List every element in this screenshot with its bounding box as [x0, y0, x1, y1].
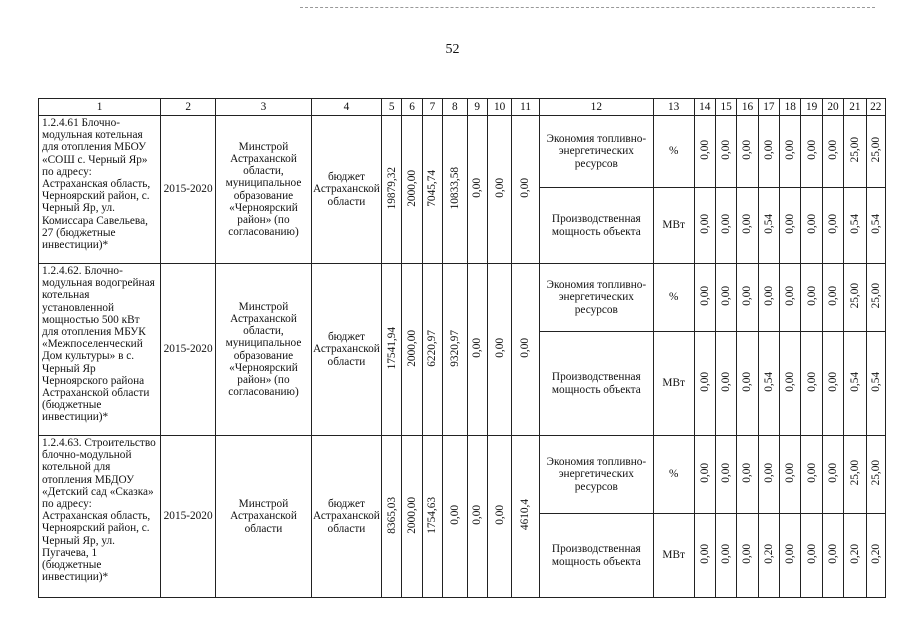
indicator-value: 0,00 [720, 140, 732, 160]
value-cell: 0,00 [493, 338, 506, 358]
indicator-value: 0,00 [784, 463, 797, 483]
indicator-value: 0,00 [784, 372, 797, 392]
indicator-value: 25,00 [869, 283, 882, 309]
indicator-value: 0,00 [805, 372, 818, 392]
indicator-value: 0,54 [848, 214, 861, 234]
measure-name: 1.2.4.63. Строительство блочно-модульной котельной для отопления МБДОУ «Детский сад «Сказка» по адресу: Астраханская область, Черноярский район, с. Черный Яр, ул. Пугачева, 1 (бюджетные инвестиции)* [39, 436, 161, 598]
period: 2015-2020 [161, 116, 216, 264]
funding-source: бюджет Астраханской области [311, 436, 381, 598]
indicator-value: 0,00 [698, 214, 711, 234]
indicator-value: 0,00 [698, 544, 711, 564]
col-header: 20 [822, 99, 843, 116]
indicator-value: 0,00 [720, 544, 732, 564]
value-cell: 2000,00 [405, 169, 418, 207]
col-header: 3 [216, 99, 312, 116]
value-cell: 19879,32 [385, 166, 398, 210]
col-header: 17 [758, 99, 779, 116]
value-cell: 0,00 [519, 178, 532, 198]
col-header: 13 [653, 99, 694, 116]
indicator-value: 0,00 [741, 463, 754, 483]
indicator-value: 0,54 [762, 372, 775, 392]
measure-name: 1.2.4.61 Блочно-модульная котельная для отопления МБОУ «СОШ с. Черный Яр» по адресу: Астраханская область, Черноярский район, с. Черный Яр, ул. Комиссара Савельева, 27 (бюджетные инвестиции)* [39, 116, 161, 264]
indicator-value: 0,20 [762, 544, 775, 564]
indicator-name: Экономия топливно-энергетических ресурсов [539, 116, 653, 188]
indicator-value: 0,00 [762, 140, 775, 160]
indicator-value: 0,00 [698, 286, 711, 306]
indicator-unit: % [653, 116, 694, 188]
indicator-value: 0,00 [741, 544, 754, 564]
col-header: 14 [694, 99, 715, 116]
period: 2015-2020 [161, 436, 216, 598]
executor: Минстрой Астраханской области, муниципальное образование «Черноярский район» (по согласованию) [216, 264, 312, 436]
indicator-value: 0,00 [805, 140, 818, 160]
value-cell: 2000,00 [405, 496, 418, 534]
indicator-name: Производственная мощность объекта [539, 332, 653, 436]
indicator-name: Производственная мощность объекта [539, 188, 653, 264]
indicator-value: 25,00 [848, 460, 861, 486]
header-row [39, 99, 886, 116]
funding-source: бюджет Астраханской области [311, 116, 381, 264]
indicator-value: 25,00 [848, 283, 861, 309]
indicator-value: 0,00 [826, 463, 839, 483]
col-header: 9 [467, 99, 487, 116]
indicator-value: 25,00 [848, 137, 861, 163]
table-row [39, 264, 886, 332]
value-cell: 0,00 [493, 178, 506, 198]
indicator-value: 0,00 [784, 140, 797, 160]
indicator-value: 0,00 [720, 372, 732, 392]
indicator-unit: МВт [653, 188, 694, 264]
col-header: 12 [539, 99, 653, 116]
col-header: 2 [161, 99, 216, 116]
program-table [38, 98, 886, 598]
indicator-value: 0,54 [848, 372, 861, 392]
executor: Минстрой Астраханской области, муниципальное образование «Черноярский район» (по согласованию) [216, 116, 312, 264]
indicator-name: Производственная мощность объекта [539, 514, 653, 598]
col-header: 19 [801, 99, 822, 116]
indicator-value: 0,00 [805, 463, 818, 483]
indicator-unit: МВт [653, 514, 694, 598]
value-cell: 2000,00 [405, 329, 418, 367]
indicator-value: 0,00 [720, 463, 732, 483]
indicator-value: 0,00 [826, 544, 839, 564]
value-cell: 9320,97 [448, 329, 461, 367]
indicator-value: 0,00 [805, 544, 818, 564]
table-row [39, 436, 886, 514]
col-header: 21 [844, 99, 866, 116]
col-header: 4 [311, 99, 381, 116]
page-number: 52 [445, 42, 460, 57]
indicator-value: 0,00 [698, 140, 711, 160]
indicator-unit: % [653, 436, 694, 514]
col-header: 18 [780, 99, 801, 116]
measure-name: 1.2.4.62. Блочно-модульная водогрейная котельная установленной мощностью 500 кВт для отопления МБУК «Межпоселенческий Дом культуры» в с. Черный Яр Черноярского района Астраханской области (бюджетные инвестиции)* [39, 264, 161, 436]
indicator-value: 0,00 [826, 372, 839, 392]
value-cell: 0,00 [448, 505, 461, 525]
value-cell: 0,00 [493, 505, 506, 525]
value-cell: 4610,4 [519, 499, 532, 531]
indicator-value: 0,20 [869, 544, 882, 564]
value-cell: 0,00 [471, 178, 484, 198]
indicator-unit: МВт [653, 332, 694, 436]
indicator-value: 0,00 [698, 372, 711, 392]
indicator-value: 25,00 [869, 460, 882, 486]
indicator-value: 0,00 [720, 214, 732, 234]
indicator-value: 0,54 [869, 214, 882, 234]
col-header: 7 [422, 99, 442, 116]
col-header: 22 [866, 99, 885, 116]
value-cell: 0,00 [519, 338, 532, 358]
value-cell: 1754,63 [426, 496, 439, 534]
indicator-value: 25,00 [869, 137, 882, 163]
indicator-value: 0,00 [720, 286, 732, 306]
indicator-name: Экономия топливно-энергетических ресурсов [539, 264, 653, 332]
value-cell: 0,00 [471, 505, 484, 525]
col-header: 15 [715, 99, 736, 116]
indicator-value: 0,20 [848, 544, 861, 564]
col-header: 16 [737, 99, 758, 116]
indicator-value: 0,00 [805, 214, 818, 234]
value-cell: 10833,58 [448, 166, 461, 210]
table-row [39, 116, 886, 188]
funding-source: бюджет Астраханской области [311, 264, 381, 436]
col-header: 8 [443, 99, 467, 116]
value-cell: 17541,94 [385, 326, 398, 370]
indicator-value: 0,00 [826, 214, 839, 234]
indicator-value: 0,54 [762, 214, 775, 234]
col-header: 1 [39, 99, 161, 116]
indicator-name: Экономия топливно-энергетических ресурсов [539, 436, 653, 514]
indicator-value: 0,54 [869, 372, 882, 392]
value-cell: 6220,97 [426, 329, 439, 367]
indicator-value: 0,00 [741, 286, 754, 306]
value-cell: 0,00 [471, 338, 484, 358]
indicator-value: 0,00 [741, 372, 754, 392]
indicator-value: 0,00 [826, 286, 839, 306]
indicator-value: 0,00 [784, 214, 797, 234]
col-header: 6 [402, 99, 422, 116]
indicator-unit: % [653, 264, 694, 332]
period: 2015-2020 [161, 264, 216, 436]
indicator-value: 0,00 [762, 463, 775, 483]
col-header: 11 [512, 99, 539, 116]
top-rule [300, 7, 875, 8]
indicator-value: 0,00 [805, 286, 818, 306]
col-header: 10 [487, 99, 511, 116]
indicator-value: 0,00 [784, 286, 797, 306]
value-cell: 8365,03 [385, 496, 398, 534]
indicator-value: 0,00 [784, 544, 797, 564]
indicator-value: 0,00 [741, 140, 754, 160]
indicator-value: 0,00 [741, 214, 754, 234]
indicator-value: 0,00 [762, 286, 775, 306]
col-header: 5 [382, 99, 402, 116]
value-cell: 7045,74 [426, 169, 439, 207]
indicator-value: 0,00 [698, 463, 711, 483]
executor: Минстрой Астраханской области [216, 436, 312, 598]
indicator-value: 0,00 [826, 140, 839, 160]
